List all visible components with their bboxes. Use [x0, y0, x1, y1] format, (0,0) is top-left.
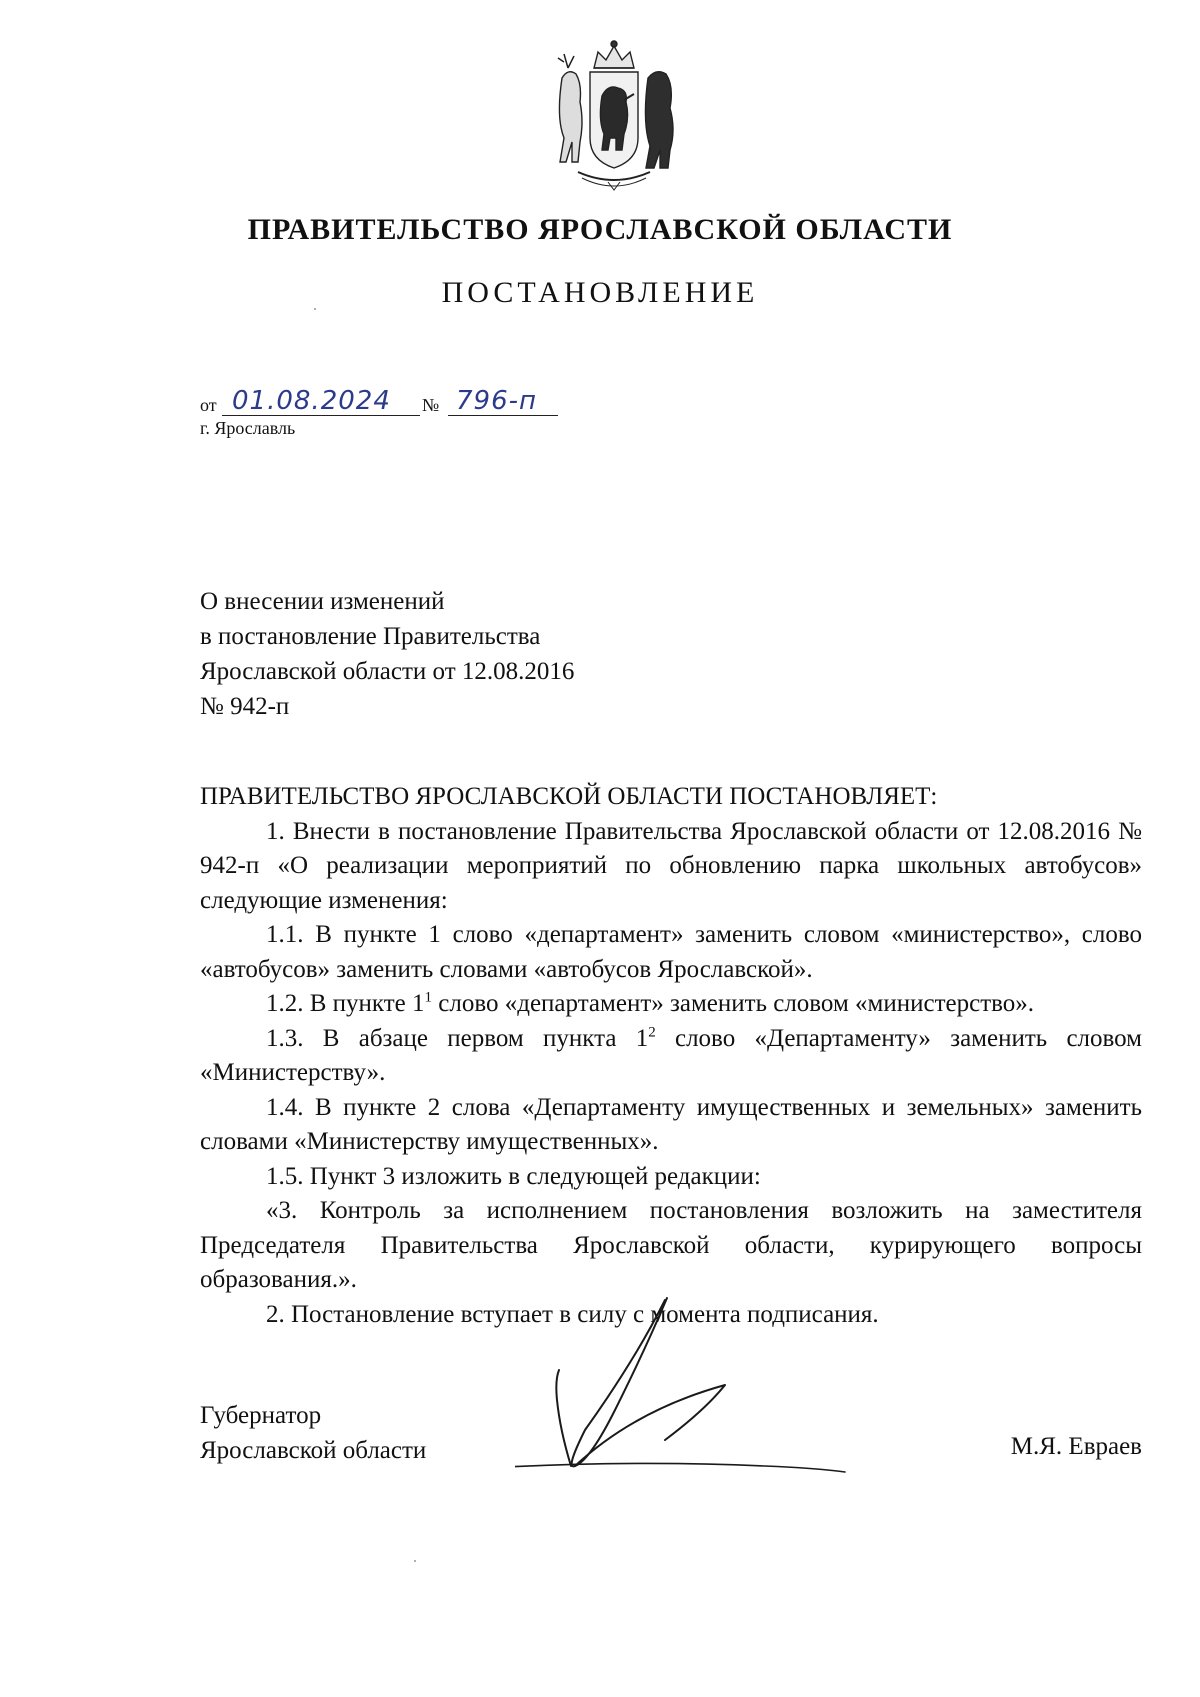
paragraph-1-3-text: 1.3. В абзаце первом пункта 1 — [266, 1024, 649, 1052]
scan-speck — [414, 1560, 416, 1562]
handwritten-date: 01.08.2024 — [232, 386, 391, 416]
paragraph-1: 1. Внести в постановление Правительства Ярославской области от 12.08.2016 № 942-п «О реализации мероприятий по обновлению парка школьных автобусов» следующие изменения: — [200, 817, 1142, 914]
number-label: № — [422, 395, 440, 415]
subject-line: в постановление Правительства — [200, 623, 541, 650]
document-body — [200, 780, 1142, 1332]
handwritten-signature — [515, 1290, 915, 1490]
paragraph-1-3-text: слово «Департаменту» заменить словом «Министерству». — [200, 1024, 1142, 1086]
signatory-title-line: Ярославской области — [200, 1437, 427, 1464]
government-title: ПРАВИТЕЛЬСТВО ЯРОСЛАВСКОЙ ОБЛАСТИ — [247, 213, 953, 246]
subject-block — [200, 584, 574, 724]
signatory-title — [200, 1398, 426, 1468]
paragraph-1-2-text: слово «департамент» заменить словом «министерство». — [432, 990, 1034, 1017]
superscript: 1 — [424, 989, 433, 1006]
paragraph-2: 2. Постановление вступает в силу с момента подписания. — [266, 1300, 879, 1328]
subject-line: Ярославской области от 12.08.2016 — [200, 658, 575, 685]
superscript: 2 — [648, 1024, 656, 1041]
handwritten-number: 796-п — [456, 386, 538, 416]
document-type: ПОСТАНОВЛЕНИЕ — [441, 276, 759, 309]
from-label: от — [200, 395, 217, 415]
coat-of-arms-icon — [538, 38, 690, 198]
paragraph-1-2-text: 1.2. В пункте 1 — [266, 990, 425, 1017]
subject-line: № 942-п — [200, 693, 290, 720]
resolution-heading: ПРАВИТЕЛЬСТВО ЯРОСЛАВСКОЙ ОБЛАСТИ ПОСТАНОВЛЯЕТ: — [200, 783, 938, 810]
signatory-name: М.Я. Евраев — [1010, 1433, 1142, 1460]
subject-line: О внесении изменений — [200, 588, 445, 615]
paragraph-1-4: 1.4. В пункте 2 слова «Департаменту имущественных и земельных» заменить словами «Министерству имущественных». — [200, 1093, 1142, 1155]
scan-speck — [314, 308, 316, 310]
city: г. Ярославль — [200, 418, 296, 438]
paragraph-1-3 — [200, 1022, 1142, 1091]
paragraph-1-1: 1.1. В пункте 1 слово «департамент» заменить словом «министерство», слово «автобусов» заменить словами «автобусов Ярославской». — [200, 921, 1142, 983]
signatory-title-line: Губернатор — [200, 1402, 322, 1429]
paragraph-1-2 — [200, 987, 1142, 1022]
paragraph-1-5-quote: «3. Контроль за исполнением постановления возложить на заместителя Председателя Правительства Ярославской области, курирующего вопросы образования.». — [200, 1197, 1142, 1293]
paragraph-1-5: 1.5. Пункт 3 изложить в следующей редакции: — [266, 1162, 761, 1190]
date-number-line — [200, 380, 600, 420]
